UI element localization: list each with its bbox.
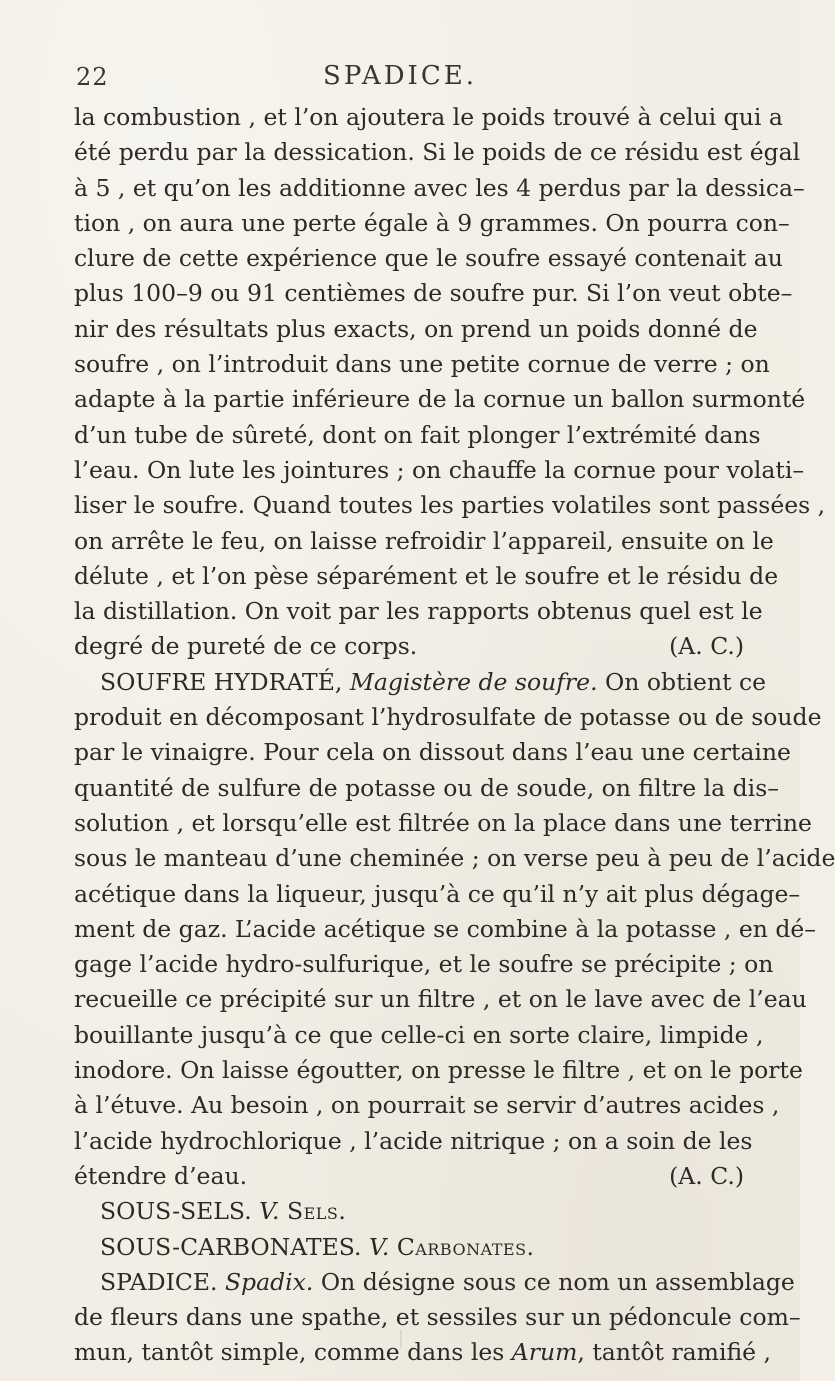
entry-latin-name: Spadix. [224, 1267, 314, 1296]
text-line: gage l’acide hydro-sulfurique, et le soufre se précipite ; on [74, 950, 774, 979]
text-line: la combustion , et l’on ajoutera le poids trouvé à celui qui a [74, 103, 783, 131]
entry-sous-carbonates [74, 1230, 744, 1265]
entry-spadice-head [74, 1265, 795, 1300]
text-line: d’un tube de sûreté, dont on fait plonger l’extrémité dans [74, 420, 761, 449]
text-line: l’eau. On lute les jointures ; on chauffe la cornue pour volati– [74, 455, 805, 484]
text-line: bouillante jusqu’à ce que celle-ci en sorte claire, limpide , [74, 1020, 764, 1049]
text-line: ment de gaz. L’acide acétique se combine à la potasse , en dé– [74, 914, 817, 943]
text-line: clure de cette expérience que le soufre essayé contenait au [74, 244, 783, 273]
see-reference-target: Carbonates. [396, 1232, 535, 1261]
text-fragment: étendre d’eau. [74, 1161, 248, 1190]
entry-headword: SOUFRE HYDRATÉ [100, 667, 335, 696]
entry-headword: SOUS-CARBONATES. [100, 1232, 362, 1261]
text-fragment: On obtient ce [597, 667, 767, 696]
entry-sous-sels [74, 1194, 744, 1229]
text-line: tion , on aura une perte égale à 9 grammes. On pourra con– [74, 208, 790, 237]
entry-headword: SPADICE. [100, 1267, 218, 1296]
body-text [74, 100, 835, 1371]
text-line: solution , et lorsqu’elle est filtrée on la place dans une terrine [74, 808, 812, 837]
genus-name: Arum [511, 1338, 578, 1367]
text-line: été perdu par la dessication. Si le poids de ce résidu est égal [74, 138, 801, 167]
entry-soufre-hydrate-head [74, 665, 767, 700]
text-line: la distillation. On voit par les rapports obtenus quel est le [74, 597, 763, 626]
text-fragment: degré de pureté de ce corps. [74, 632, 418, 661]
see-reference-marker: V. [259, 1197, 280, 1226]
text-line: sous le manteau d’une cheminée ; on verse peu à peu de l’acide [74, 844, 835, 873]
text-line: à 5 , et qu’on les additionne avec les 4 perdus par la dessica– [74, 173, 805, 202]
see-reference-target: Sels. [286, 1197, 347, 1226]
punctuation: , [334, 667, 350, 696]
text-fragment: On désigne sous ce nom un assemblage [313, 1267, 795, 1296]
author-signature: (A. C.) [669, 1161, 744, 1190]
text-line: l’acide hydrochlorique , l’acide nitrique ; on a soin de les [74, 1126, 753, 1155]
page-number: 22 [76, 63, 109, 91]
paper-mark [400, 1330, 402, 1348]
text-line: recueille ce précipité sur un filtre , et on le lave avec de l’eau [74, 985, 807, 1014]
text-line: adapte à la partie inférieure de la cornue un ballon surmonté [74, 385, 806, 414]
text-line: plus 100–9 ou 91 centièmes de soufre pur. Si l’on veut obte– [74, 279, 793, 308]
text-line: de fleurs dans une spathe, et sessiles sur un pédoncule com– [74, 1303, 801, 1332]
text-line-signed [74, 1159, 744, 1194]
text-line: quantité de sulfure de potasse ou de soude, on filtre la dis– [74, 773, 780, 802]
text-line: délute , et l’on pèse séparément et le soufre et le résidu de [74, 561, 779, 590]
text-line: on arrête le feu, on laisse refroidir l’appareil, ensuite on le [74, 526, 774, 555]
text-fragment: mun, tantôt simple, comme dans les [74, 1338, 512, 1367]
text-line-signed [74, 629, 744, 664]
see-reference-marker: V. [368, 1232, 390, 1261]
text-line: par le vinaigre. Pour cela on dissout dans l’eau une certaine [74, 738, 791, 767]
text-line: acétique dans la liqueur, jusqu’à ce qu’il n’y ait plus dégage– [74, 879, 801, 908]
running-head [0, 55, 800, 95]
text-line [74, 1335, 772, 1370]
text-line: produit en décomposant l’hydrosulfate de potasse ou de soude [74, 703, 822, 732]
entry-headword: SOUS-SELS. [100, 1197, 252, 1226]
text-line: soufre , on l’introduit dans une petite cornue de verre ; on [74, 350, 770, 379]
text-line: nir des résultats plus exacts, on prend un poids donné de [74, 314, 758, 343]
text-line: à l’étuve. Au besoin , on pourrait se servir d’autres acides , [74, 1091, 780, 1120]
running-title: SPADICE. [323, 61, 477, 91]
entry-synonym: Magistère de soufre. [349, 667, 598, 696]
text-line: liser le soufre. Quand toutes les parties volatiles sont passées , [74, 491, 826, 520]
author-signature: (A. C.) [669, 632, 744, 661]
text-line: inodore. On laisse égoutter, on presse le filtre , et on le porte [74, 1056, 803, 1085]
text-fragment: , tantôt ramifié , [577, 1338, 772, 1367]
